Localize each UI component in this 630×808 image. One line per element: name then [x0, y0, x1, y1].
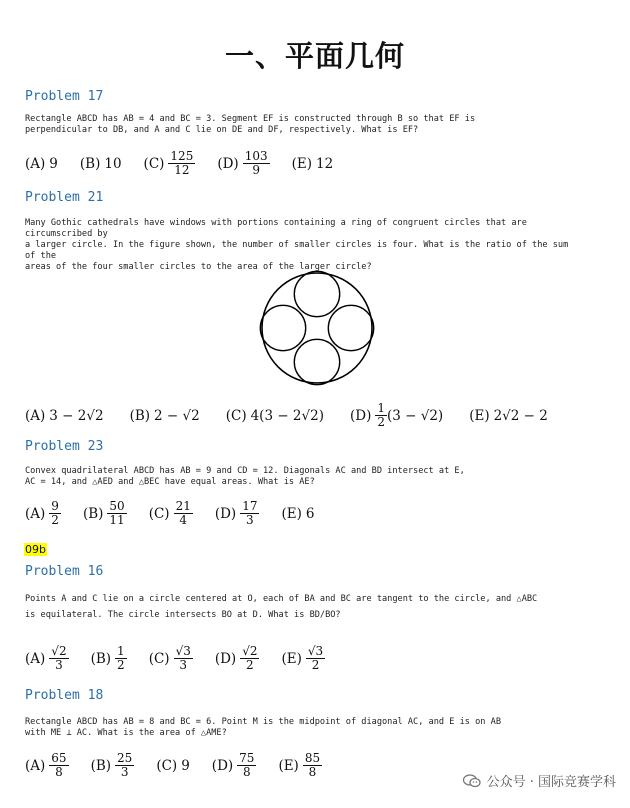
choice-d[interactable]: (D) $\frac{103}{9}$ [217, 149, 268, 177]
choice-d[interactable]: (D) $\frac{75}{8}$ [211, 751, 255, 779]
choice-b[interactable]: (B) $\frac{50}{11}$ [82, 499, 125, 527]
statement-line: a larger circle. In the figure shown, the number of smaller circles is four. What is the ratio of the sum of the [25, 240, 569, 261]
choice-e[interactable]: (E) 12 [291, 155, 334, 172]
choice-a[interactable]: (A) 9 [25, 155, 58, 172]
choice-a[interactable]: (A) $\frac{√2}{3}$ [25, 644, 67, 672]
problem-21-statement [25, 218, 580, 273]
large-circle [262, 273, 372, 383]
page-heading: 一、平面几何 [224, 39, 405, 73]
problem-18-choices [25, 752, 344, 779]
problem-18-title: Problem 18 [25, 688, 104, 703]
small-circle-top [294, 271, 339, 316]
small-circle-bottom [294, 339, 339, 384]
problem-21-title: Problem 21 [25, 190, 104, 205]
statement-line: Rectangle ABCD has AB = 8 and BC = 6. Point M is the midpoint of diagonal AC, and E is on AB [25, 717, 501, 727]
problem-18-statement [25, 717, 580, 739]
problem-23-choices [25, 500, 336, 527]
choice-d[interactable]: (D) $\frac{17}{3}$ [214, 499, 258, 527]
small-circle-right [328, 305, 373, 350]
small-circle-left [260, 305, 305, 350]
choice-c[interactable]: (C) $\frac{21}{4}$ [148, 499, 191, 527]
problem-16-choices [25, 645, 347, 672]
problem-17-choices [25, 150, 355, 177]
statement-line: Rectangle ABCD has AB = 4 and BC = 3. Segment EF is constructed through B so that EF is [25, 114, 476, 124]
statement-line: Convex quadrilateral ABCD has AB = 9 and CD = 12. Diagonals AC and BD intersect at E, [25, 466, 465, 476]
highlight-tag: 09b [25, 543, 46, 556]
choice-b[interactable]: (B) 10 [79, 155, 122, 172]
problem-16-title: Problem 16 [25, 564, 104, 579]
choice-d[interactable]: (D) $\frac{1}{2}$ (3 − √2) [349, 401, 444, 429]
choice-e[interactable]: (E) $\frac{√3}{2}$ [281, 644, 324, 672]
problem-21-choices [25, 402, 570, 429]
problem-17-statement [25, 114, 580, 136]
choice-c[interactable]: (C) $\frac{√3}{3}$ [148, 644, 191, 672]
wechat-icon [463, 774, 481, 788]
choice-c[interactable]: (C) $\frac{125}{12}$ [143, 149, 194, 177]
choice-a[interactable]: (A) $\frac{9}{2}$ [25, 499, 59, 527]
choice-d[interactable]: (D) $\frac{√2}{2}$ [214, 644, 258, 672]
problem-23-statement [25, 466, 580, 488]
statement-line: areas of the four smaller circles to the area of the larger circle? [25, 262, 372, 272]
choice-e[interactable]: (E) 6 [281, 505, 315, 522]
statement-line: AC = 14, and △AED and △BEC have equal areas. What is AE? [25, 477, 315, 487]
statement-line: is equilateral. The circle intersects BO at D. What is BD/BO? [25, 610, 341, 620]
watermark-text: 公众号 · 国际竞赛学科 [486, 775, 616, 790]
problem-23-title: Problem 23 [25, 439, 104, 454]
choice-c[interactable]: (C) 4(3 − 2√2) [225, 407, 324, 424]
statement-line: Many Gothic cathedrals have windows with portions containing a ring of congruent circles that are circumscribed by [25, 218, 527, 239]
watermark [463, 771, 616, 790]
choice-b[interactable]: (B) $\frac{25}{3}$ [90, 751, 133, 779]
statement-line: perpendicular to DB, and A and C lie on DE and DF, respectively. What is EF? [25, 125, 419, 135]
choice-b[interactable]: (B) $\frac{1}{2}$ [90, 644, 125, 672]
problem-17-title: Problem 17 [25, 89, 104, 104]
choice-c[interactable]: (C) 9 [156, 757, 190, 774]
choice-e[interactable]: (E) 2√2 − 2 [469, 407, 548, 424]
choice-e[interactable]: (E) $\frac{85}{8}$ [278, 751, 321, 779]
choice-b[interactable]: (B) 2 − √2 [129, 407, 200, 424]
choice-a[interactable]: (A) $\frac{65}{8}$ [25, 751, 67, 779]
choice-a[interactable]: (A) 3 − 2√2 [25, 407, 104, 424]
problem-16-statement [25, 594, 580, 621]
statement-line: Points A and C lie on a circle centered at O, each of BA and BC are tangent to the circle, and △ABC [25, 594, 538, 604]
statement-line: with ME ⊥ AC. What is the area of △AME? [25, 728, 227, 738]
gothic-window-figure [247, 270, 387, 386]
